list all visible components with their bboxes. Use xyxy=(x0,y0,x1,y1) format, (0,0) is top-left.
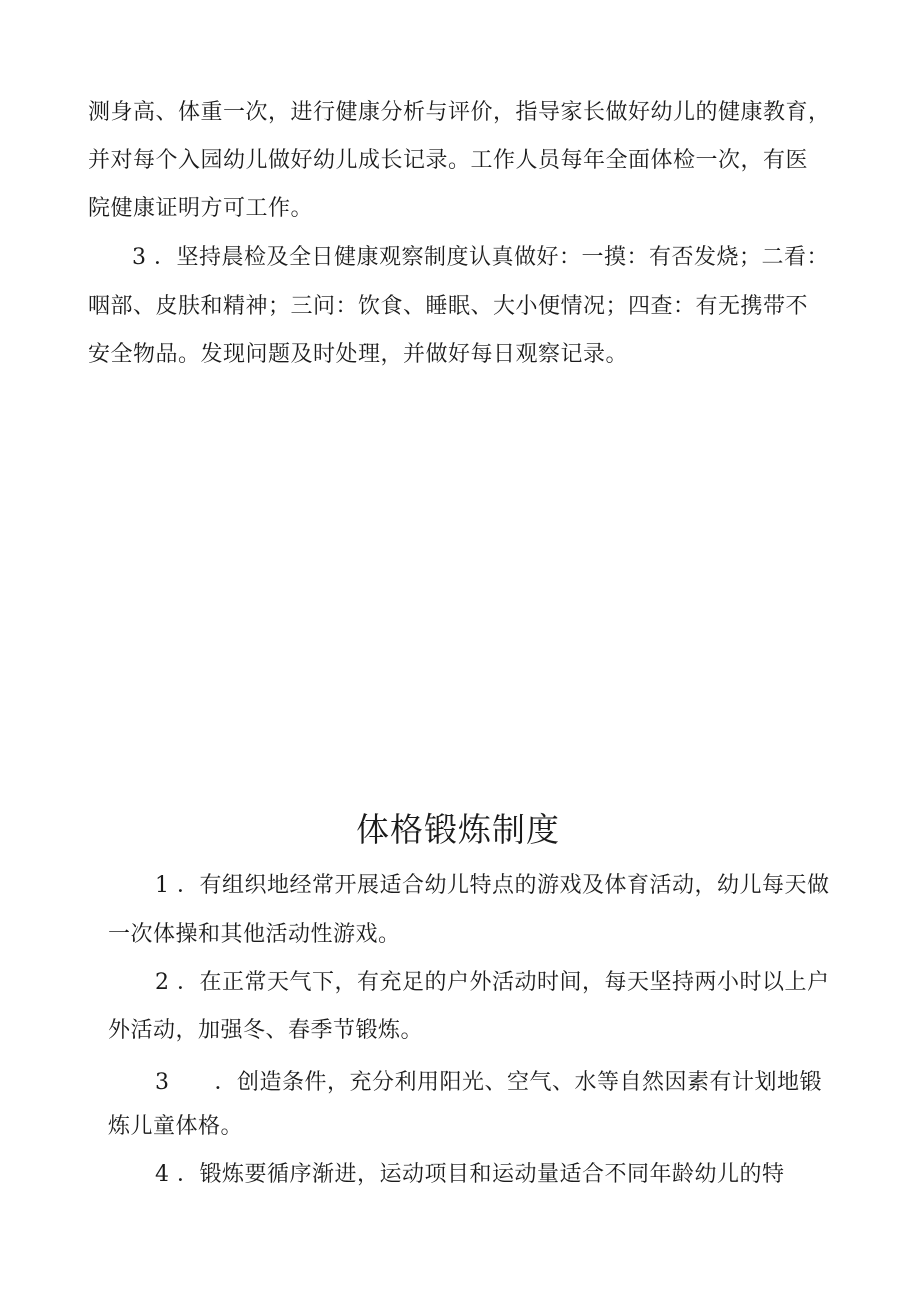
paragraph-line: 炼儿童体格。 xyxy=(108,1114,244,1139)
paragraph-line: 4 ．锻炼要循序渐进，运动项目和运动量适合不同年龄幼儿的特 xyxy=(155,1162,785,1187)
paragraph-line: 2 ．在正常天气下，有充足的户外活动时间，每天坚持两小时以上户 xyxy=(155,970,830,995)
paragraph-line: 3 ．坚持晨检及全日健康观察制度认真做好：一摸：有否发烧；二看： xyxy=(132,245,829,270)
section-title: 体格锻炼制度 xyxy=(356,810,560,849)
paragraph-line: 咽部、皮肤和精神；三问：饮食、睡眠、大小便情况；四查：有无携带不 xyxy=(88,294,809,319)
paragraph-line: 测身高、体重一次，进行健康分析与评价，指导家长做好幼儿的健康教育， xyxy=(88,100,831,125)
paragraph-line: 并对每个入园幼儿做好幼儿成长记录。工作人员每年全面体检一次，有医 xyxy=(88,148,809,173)
paragraph-line: 一次体操和其他活动性游戏。 xyxy=(108,922,401,947)
paragraph-line: 院健康证明方可工作。 xyxy=(88,196,314,221)
paragraph-line: 3 ．创造条件，充分利用阳光、空气、水等自然因素有计划地锻 xyxy=(155,1070,822,1095)
paragraph-line: 安全物品。发现问题及时处理，并做好每日观察记录。 xyxy=(88,342,629,367)
paragraph-line: 外活动，加强冬、春季节锻炼。 xyxy=(108,1018,424,1043)
paragraph-line: 1 ．有组织地经常开展适合幼儿特点的游戏及体育活动，幼儿每天做 xyxy=(155,873,830,898)
